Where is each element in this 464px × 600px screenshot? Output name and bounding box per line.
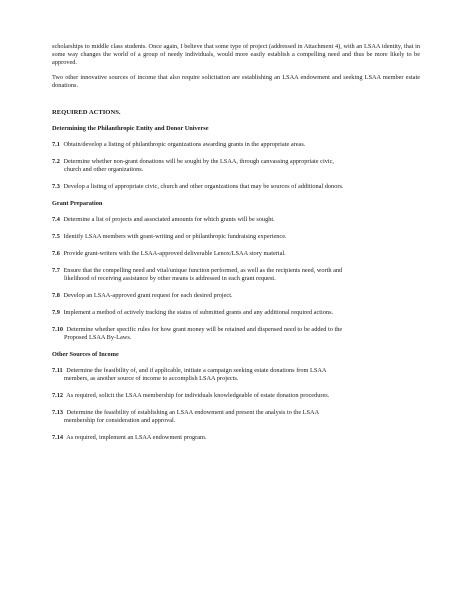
item-text: Determine a list of projects and associated amounts for which grants will be sought. (63, 216, 275, 223)
action-item-7-11 (52, 367, 420, 383)
item-number: 7.10 (52, 326, 64, 333)
item-number: 7.7 (52, 267, 60, 274)
action-item-7-1 (52, 141, 420, 149)
item-number: 7.2 (52, 158, 60, 165)
item-text: Develop a listing of appropriate civic, church and other organizations that may be sources of additional donors. (63, 183, 344, 190)
subheading-other-income: Other Sources of Income (52, 351, 119, 358)
action-item-7-6 (52, 250, 420, 258)
item-text-continued: Proposed LSAA By-Laws. (64, 334, 132, 341)
intro-paragraph-2: Two other innovative sources of income that also require solicitation are establishing an LSAA endowment and seeking LSAA member estate donations. (52, 74, 420, 89)
item-text: Ensure that the compelling need and vital/unique function performed, as well as the recipients need, worth and (63, 267, 343, 274)
action-item-7-5 (52, 233, 420, 241)
group-other-income (52, 351, 420, 442)
action-item-7-14 (52, 434, 420, 442)
item-text-continued: church and other organizations. (64, 166, 144, 173)
action-item-7-4 (52, 216, 420, 224)
action-item-7-13 (52, 409, 420, 425)
item-number: 7.11 (52, 367, 63, 374)
group-grant-preparation (52, 200, 420, 342)
action-item-7-9 (52, 309, 420, 317)
item-text-continued: membership for consideration and approval. (64, 417, 176, 424)
item-number: 7.1 (52, 141, 60, 148)
item-text: As required, solicit the LSAA membership for individuals knowledgeable of estate donation procedures. (66, 392, 330, 399)
item-number: 7.14 (52, 434, 64, 441)
item-text: Determine the feasibility of, and if applicable, initiate a campaign seeking estate donations from LSAA (66, 367, 327, 374)
item-text: Develop an LSAA-approved grant request for each desired project. (63, 292, 233, 299)
document-page (52, 43, 420, 451)
section-title: REQUIRED ACTIONS. (52, 109, 121, 116)
item-number: 7.8 (52, 292, 60, 299)
item-text: Identify LSAA members with grant-writing and or philanthropic fundraising experience. (63, 233, 287, 240)
item-text: Implement a method of actively tracking the status of submitted grants and any additional required actions. (63, 309, 334, 316)
intro-paragraph-1: scholarships to middle class students. Once again, I believe that some type of project (addressed in Attachment 4), with an LSAA identity, that in some way changes the world of a group of needy individuals, would more easily establish a compelling need and thus be more likely to be approved. (52, 43, 420, 66)
item-number: 7.4 (52, 216, 60, 223)
item-number: 7.12 (52, 392, 64, 399)
item-number: 7.9 (52, 309, 60, 316)
item-text: Determine whether specific rules for how grant money will be retained and dispensed need to be added to the (66, 326, 343, 333)
item-text: Obtain/develop a listing of philanthropic organizations awarding grants in the appropriate areas. (63, 141, 306, 148)
item-text: Determine whether non-grant donations will be sought by the LSAA, through canvassing appropriate civic, (63, 158, 334, 165)
action-item-7-8 (52, 292, 420, 300)
item-text: Provide grant-writers with the LSAA-approved deliverable Lenox/LSAA story material. (63, 250, 286, 257)
item-text: Determine the feasibility of establishing an LSAA endowment and present the analysis to the LSAA (66, 409, 320, 416)
item-text: As required, implement an LSAA endowment program. (66, 434, 207, 441)
item-text-continued: members, as another source of income to accomplish LSAA projects. (64, 375, 239, 382)
item-number: 7.5 (52, 233, 60, 240)
group-donor-universe (52, 125, 420, 191)
item-text-continued: likelihood of receiving assistance by other means is addressed in each grant request. (64, 275, 276, 282)
action-item-7-10 (52, 326, 420, 342)
item-number: 7.3 (52, 183, 60, 190)
action-item-7-12 (52, 392, 420, 400)
item-number: 7.13 (52, 409, 64, 416)
action-item-7-2 (52, 158, 420, 174)
action-item-7-3 (52, 183, 420, 191)
subheading-donor-universe: Determining the Philanthropic Entity and Donor Universe (52, 125, 209, 132)
subheading-grant-preparation: Grant Preparation (52, 200, 103, 207)
action-item-7-7 (52, 267, 420, 283)
item-number: 7.6 (52, 250, 60, 257)
